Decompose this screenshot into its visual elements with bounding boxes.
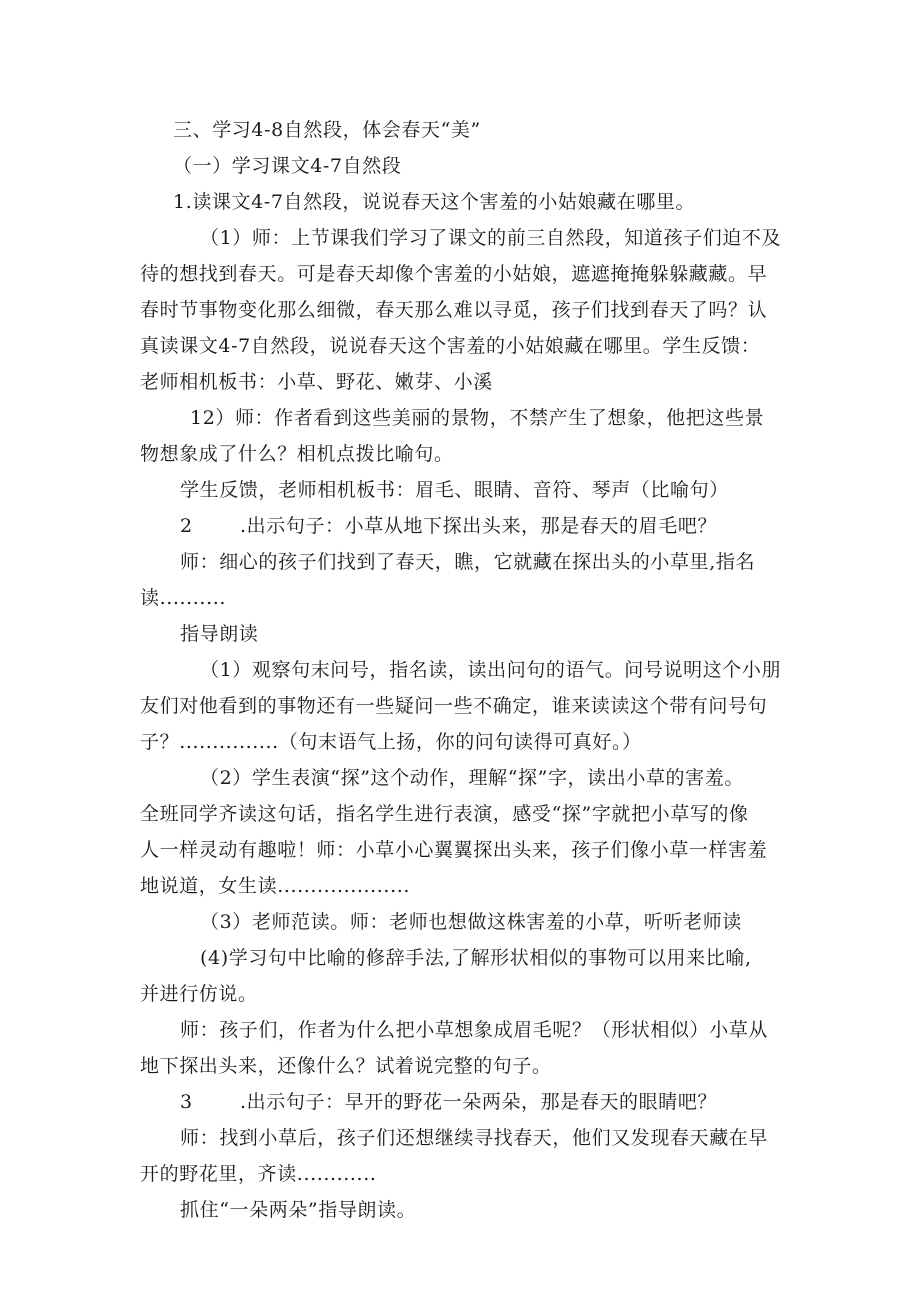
paragraph-line: 师：孩子们，作者为什么把小草想象成眉毛呢？（形状相似）小草从	[180, 1019, 769, 1041]
subsection-heading: （一）学习课文4-7自然段	[173, 155, 402, 177]
paragraph-line: 物想象成了什么？相机点拨比喻句。	[140, 443, 454, 465]
paragraph-line: 真读课文4-7自然段，说说春天这个害羞的小姑娘藏在哪里。学生反馈：	[140, 335, 761, 357]
paragraph-line: （3）老师范读。师：老师也想做这株害羞的小草，听听老师读	[200, 911, 742, 933]
paragraph-line: 12）师：作者看到这些美丽的景物，不禁产生了想象，他把这些景	[190, 407, 765, 429]
paragraph-line: 指导朗读	[180, 623, 259, 645]
paragraph-line: 老师相机板书：小草、野花、嫩芽、小溪	[140, 371, 493, 393]
paragraph-line: 学生反馈，老师相机板书：眉毛、眼睛、音符、琴声（比喻句）	[180, 479, 729, 501]
paragraph-line: （2）学生表演“探”这个动作，理解“探”字，读出小草的害羞。	[200, 767, 744, 789]
item-number: 3	[180, 1091, 193, 1113]
paragraph-line: 师：细心的孩子们找到了春天，瞧，它就藏在探出头的小草里,指名	[180, 551, 756, 573]
paragraph-line: 春时节事物变化那么细微，春天那么难以寻觅，孩子们找到春天了吗？认	[140, 299, 768, 321]
paragraph-line: 抓住“一朵两朵”指导朗读。	[180, 1199, 417, 1221]
paragraph-line: 地说道，女生读....................	[140, 875, 410, 897]
paragraph-line: (4)学习句中比喻的修辞手法,了解形状相似的事物可以用来比喻,	[200, 947, 752, 969]
numbered-item	[180, 1090, 717, 1114]
paragraph-line: 1.读课文4-7自然段，说说春天这个害羞的小姑娘藏在哪里。	[173, 191, 696, 213]
item-number: 2	[180, 515, 193, 537]
paragraph-line: 待的想找到春天。可是春天却像个害羞的小姑娘，遮遮掩掩躲躲藏藏。早	[140, 263, 768, 285]
paragraph-line: 地下探出头来，还像什么？试着说完整的句子。	[140, 1055, 552, 1077]
paragraph-line: 子？...............（句末语气上扬，你的问句读得可真好。）	[140, 731, 642, 753]
paragraph-line: （1）观察句末问号，指名读，读出问句的语气。问号说明这个小朋	[200, 659, 782, 681]
item-text: .出示句子：小草从地下探出头来，那是春天的眉毛吧？	[240, 515, 718, 537]
paragraph-line: 开的野花里，齐读............	[140, 1163, 377, 1185]
item-text: .出示句子：早开的野花一朵两朵，那是春天的眼睛吧？	[240, 1091, 718, 1113]
paragraph-line: 读..........	[140, 587, 226, 609]
paragraph-line: 人一样灵动有趣啦！师：小草小心翼翼探出头来，孩子们像小草一样害羞	[140, 839, 768, 861]
paragraph-line: 全班同学齐读这句话，指名学生进行表演，感受“探”字就把小草写的像	[140, 803, 749, 825]
paragraph-line: 师：找到小草后，孩子们还想继续寻找春天，他们又发现春天藏在早	[180, 1127, 769, 1149]
paragraph-line: 友们对他看到的事物还有一些疑问一些不确定，谁来读读这个带有问号句	[140, 695, 768, 717]
paragraph-line: （1）师：上节课我们学习了课文的前三自然段，知道孩子们迫不及	[200, 227, 782, 249]
numbered-item	[180, 514, 717, 538]
section-heading: 三、学习4-8自然段，体会春天“美”	[173, 119, 481, 141]
paragraph-line: 并进行仿说。	[140, 983, 258, 1005]
